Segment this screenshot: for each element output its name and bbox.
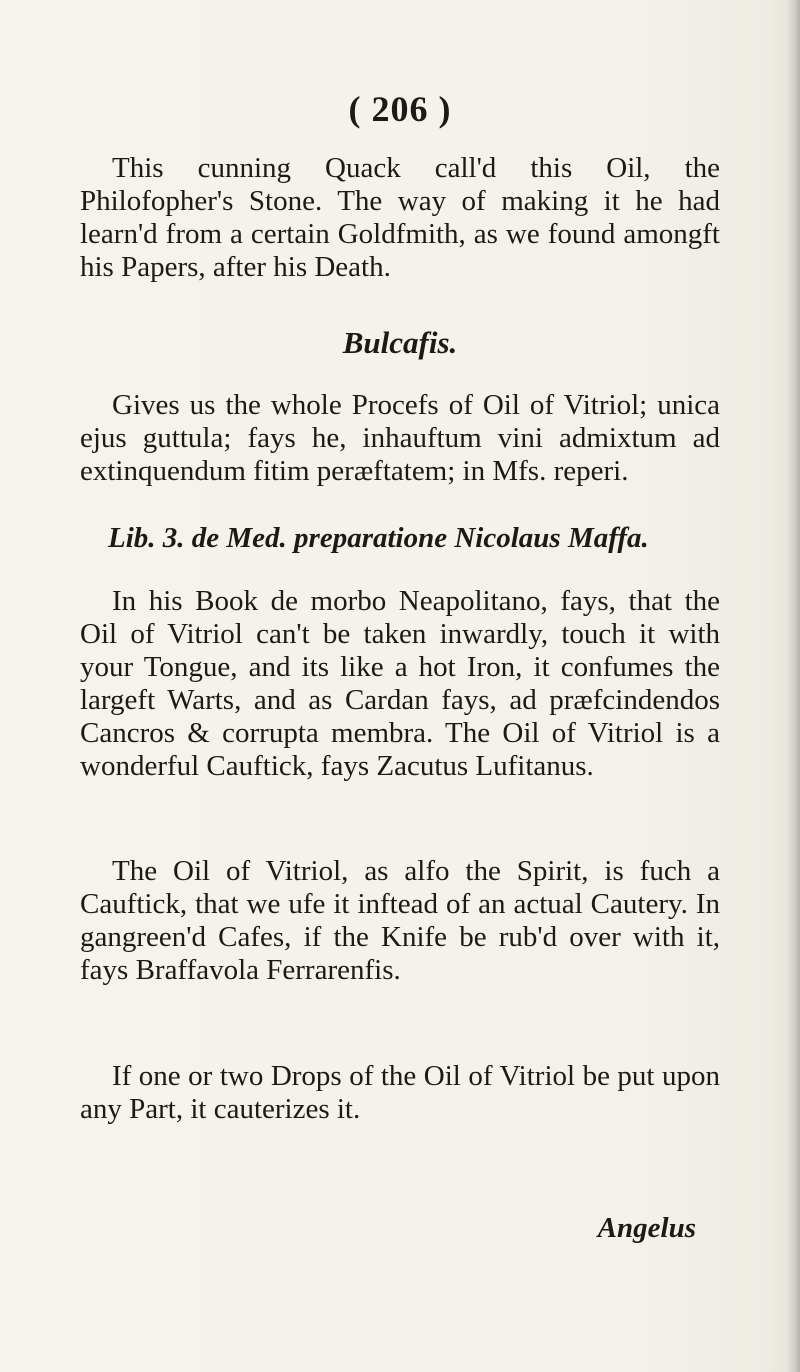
lib-reference: Lib. 3. de Med. preparatione Nicolaus Maffa. — [108, 522, 649, 554]
paragraph-brassavola: The Oil of Vitriol, as alfo the Spirit, is fuch a Cauftick, that we ufe it inftead of an actual Cautery. In gangreen'd Cafes, if the Knife be rub'd over with it, fays Braffavola Ferrarenfis. — [80, 855, 720, 986]
heading-bulcasis: Bulcafis. — [342, 325, 458, 360]
page-number: ( 206 ) — [348, 89, 452, 129]
paragraph-bulcasis: Gives us the whole Procefs of Oil of Vitriol; unica ejus guttula; fays he, inhauftum vini admixtum ad extinquendum fitim peræftatem; in Mfs. reperi. — [80, 389, 720, 487]
page-edge-shadow — [786, 0, 800, 1372]
paragraph-massa: In his Book de morbo Neapolitano, fays, that the Oil of Vitriol can't be taken inwardly, touch it with your Tongue, and its like a hot Iron, it confumes the largeft Warts, and as Cardan fays, ad præfcindendos Cancros & corrupta membra. The Oil of Vitriol is a wonderful Cauftick, fays Zacutus Lufitanus. — [80, 585, 720, 782]
paragraph-drops: If one or two Drops of the Oil of Vitriol be put upon any Part, it cauterizes it. — [80, 1060, 720, 1125]
paragraph-quack: This cunning Quack call'd this Oil, the Philofopher's Stone. The way of making it he had learn'd from a certain Goldfmith, as we found amongft his Papers, after his Death. — [80, 152, 720, 283]
catchword: Angelus — [597, 1212, 696, 1244]
